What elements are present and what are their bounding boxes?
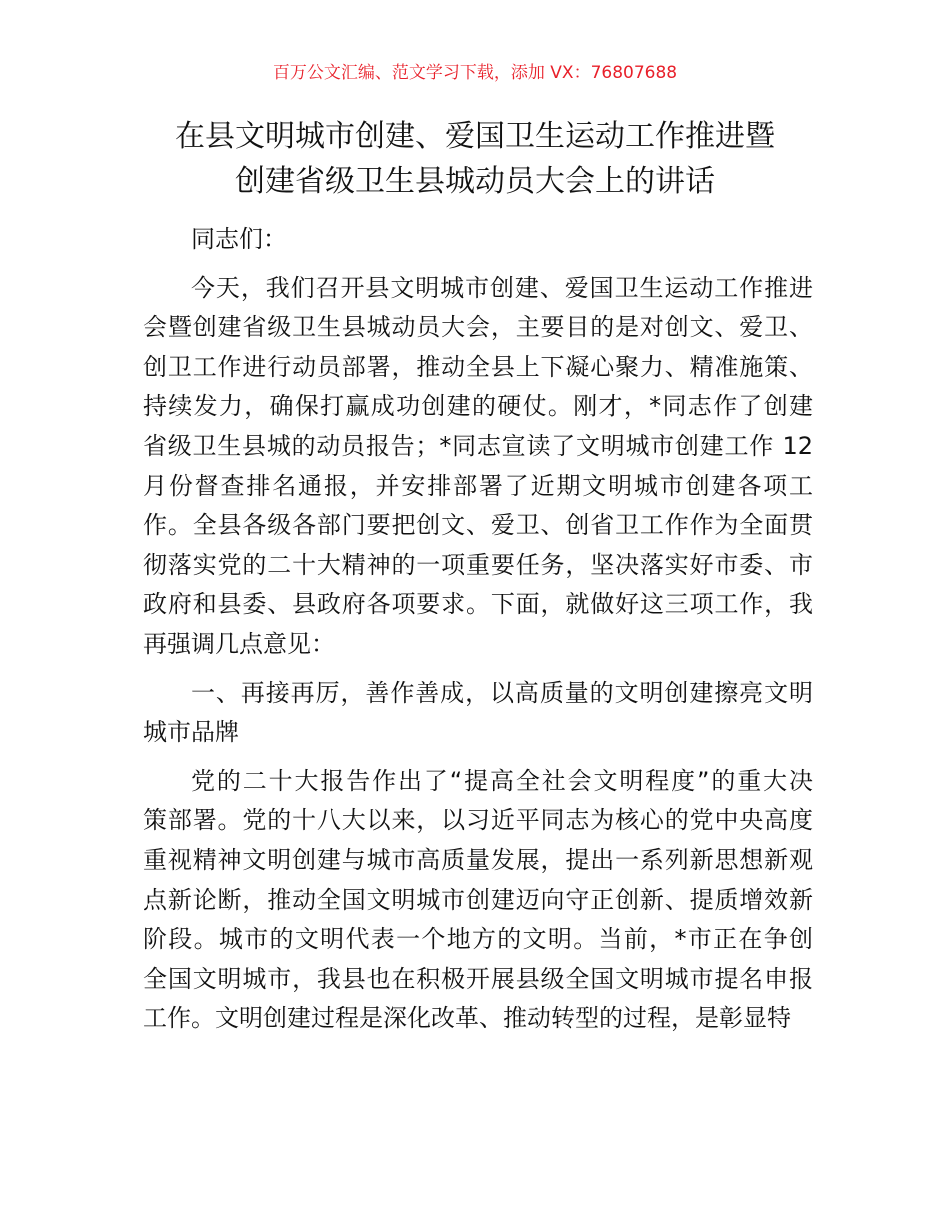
- text-line: 工作。文明创建过程是深化改革、推动转型的过程，是彰显特: [143, 1004, 791, 1033]
- text-line: 同志们：: [191, 225, 287, 253]
- document-title: [0, 114, 950, 204]
- text-line: 重视精神文明创建与城市高质量发展，提出一系列新思想新观: [143, 845, 813, 874]
- document-body: [143, 220, 813, 1048]
- paragraph: [143, 674, 813, 753]
- text-line: 作。全县各级各部门要把创文、爱卫、创省卫工作作为全面贯: [143, 511, 813, 540]
- text-line: 阶段。城市的文明代表一个地方的文明。当前，*市正在争创: [143, 925, 813, 954]
- text-line: 全国文明城市，我县也在积极开展县级全国文明城市提名申报: [143, 964, 813, 993]
- paragraph: [143, 269, 813, 665]
- title-line: 创建省级卫生县城动员大会上的讲话: [235, 164, 715, 199]
- text-line: 政府和县委、县政府各项要求。下面，就做好这三项工作，我: [143, 590, 813, 619]
- text-line: 点新论断，推动全国文明城市创建迈向守正创新、提质增效新: [143, 885, 813, 914]
- text-line: 党的二十大报告作出了“提高全社会文明程度”的重大决: [191, 766, 813, 795]
- text-line: 再强调几点意见：: [143, 629, 335, 658]
- paragraph: [143, 762, 813, 1039]
- watermark-banner: 百万公文汇编、范文学习下载，添加 VX：76807688: [272, 63, 678, 83]
- text-line: 会暨创建省级卫生县城动员大会，主要目的是对创文、爱卫、: [143, 313, 813, 342]
- text-line: 创卫工作进行动员部署，推动全县上下凝心聚力、精准施策、: [143, 352, 813, 381]
- text-line: 今天，我们召开县文明城市创建、爱国卫生运动工作推进: [191, 273, 813, 302]
- title-line: 在县文明城市创建、爱国卫生运动工作推进暨: [175, 119, 775, 154]
- text-line: 月份督查排名通报，并安排部署了近期文明城市创建各项工: [143, 471, 813, 500]
- paragraph: [143, 220, 813, 260]
- text-line: 彻落实党的二十大精神的一项重要任务，坚决落实好市委、市: [143, 550, 813, 579]
- text-line: 一、再接再厉，善作善成，以高质量的文明创建擦亮文明: [191, 678, 813, 707]
- text-line: 策部署。党的十八大以来，以习近平同志为核心的党中央高度: [143, 806, 813, 835]
- text-line: 持续发力，确保打赢成功创建的硬仗。刚才，*同志作了创建: [143, 392, 813, 421]
- text-line: 省级卫生县城的动员报告；*同志宣读了文明城市创建工作 12: [143, 431, 813, 460]
- text-line: 城市品牌: [143, 718, 239, 747]
